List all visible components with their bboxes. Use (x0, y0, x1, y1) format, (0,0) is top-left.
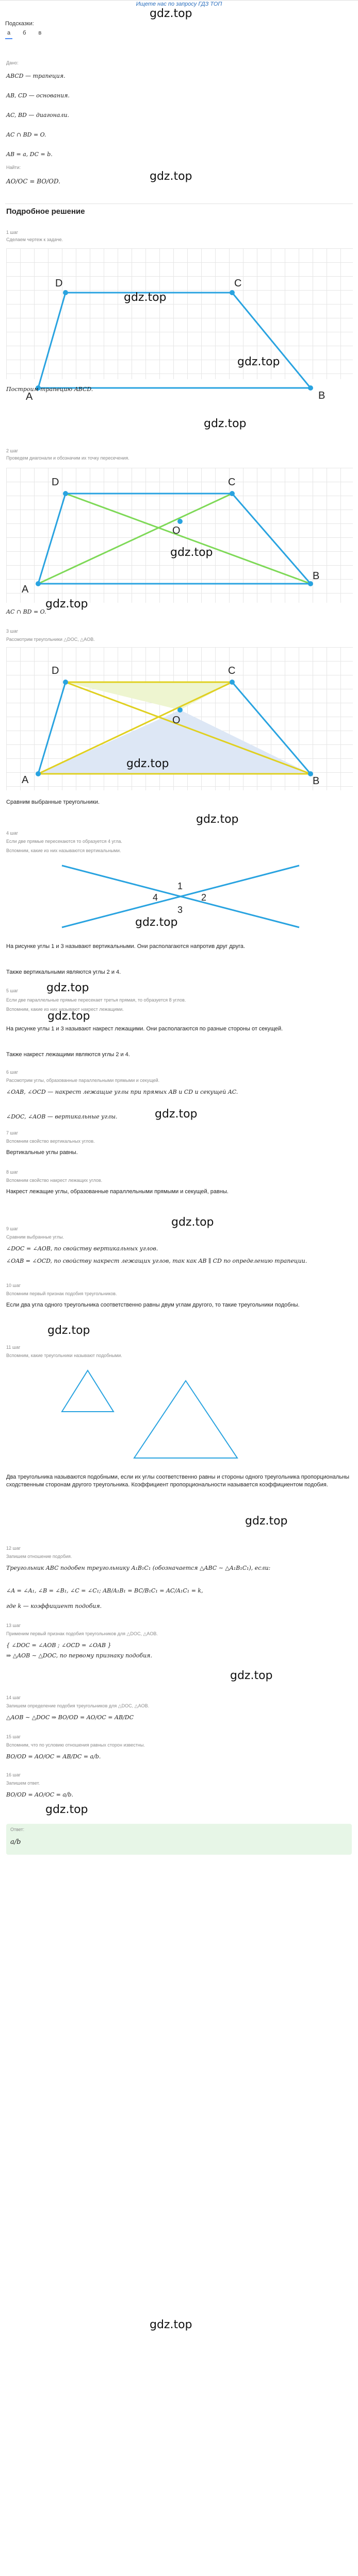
step-number: 3 шаг (6, 629, 19, 634)
answer-box (6, 1824, 352, 1855)
step-number: 11 шаг (6, 1345, 21, 1350)
label-a: A (22, 584, 29, 595)
watermark: gdz.top (230, 1669, 273, 1682)
step-hint: Вспомним первый признак подобия треугольников. (6, 1291, 117, 1296)
hint-tabs (5, 30, 43, 39)
step-hint: Рассмотрим углы, образованные параллельными прямыми и секущей. (6, 1078, 160, 1083)
label-c: C (228, 665, 236, 676)
watermark: gdz.top (237, 355, 280, 368)
angle-label-3: 3 (177, 905, 183, 915)
vertical-definition: На рисунке углы 1 и 3 называют вертикальными. Они располагаются напротив друг друга. (6, 943, 246, 950)
watermark: gdz.top (47, 1324, 90, 1337)
watermark: gdz.top (45, 1803, 88, 1816)
system-result: ⇒ △AOB ∼ △DOC, по первому признаку подобия. (6, 1652, 152, 1659)
step-hint: Вспомним, что по условию отношения равных сторон известны. (6, 1742, 145, 1748)
step-number: 2 шаг (6, 448, 19, 453)
hints-label: Подсказки: (5, 21, 34, 27)
point-c (230, 491, 235, 496)
watermark: gdz.top (204, 417, 247, 430)
label-d: D (52, 477, 59, 488)
point-d (63, 290, 68, 295)
given-line-2: AB, CD — основания. (6, 92, 70, 99)
step-hint: Вспомним свойство накрест лежащих углов. (6, 1178, 103, 1183)
answer-line: BO/OD = AO/OC = a/b. (6, 1791, 74, 1798)
watermark: gdz.top (171, 1216, 214, 1229)
step-number: 9 шаг (6, 1226, 19, 1231)
step-hint: Вспомним, какие из них называют накрест лежащими. (6, 1007, 124, 1012)
similarity-notation: Треугольник ABC подобен треугольнику A₁B₁C₁ (обозначается △ABC ∼ △A₁B₁C₁), если: (6, 1565, 271, 1571)
watermark: gdz.top (245, 1515, 288, 1528)
trapezoid-shape (38, 293, 311, 388)
label-o: O (172, 715, 181, 726)
label-b: B (313, 570, 320, 582)
vertical-also: Также вертикальными являются углы 2 и 4. (6, 969, 121, 975)
vertical-angles-drawing (52, 855, 310, 938)
label-d: D (55, 278, 63, 289)
step-hint: Вспомним, какие из них называются вертикальными. (6, 848, 121, 853)
answer-value: a/b (10, 1838, 21, 1846)
watermark: gdz.top (124, 291, 167, 304)
point-a (36, 581, 41, 586)
diagonals-drawing (6, 468, 353, 603)
similarity-coefficient: где k — коэффициент подобия. (6, 1603, 102, 1609)
angle-label-4: 4 (153, 892, 158, 903)
similar-triangles-drawing (52, 1360, 310, 1463)
watermark: gdz.top (170, 546, 213, 559)
point-b (308, 385, 313, 391)
step-number: 5 шаг (6, 988, 19, 993)
step-hint: Сделаем чертеж к задаче. (6, 237, 63, 242)
equality-1: ∠DOC = ∠AOB, по свойству вертикальных углов. (6, 1245, 158, 1252)
step-hint: Вспомним, какие треугольники называют подобными. (6, 1353, 122, 1358)
point-o (177, 707, 183, 713)
given-line-5: AB = a, DC = b. (6, 151, 53, 158)
given-line-3: AC, BD — диагонали. (6, 112, 70, 118)
watermark: gdz.top (196, 813, 239, 826)
top-border (0, 0, 358, 1)
step-number: 7 шаг (6, 1130, 19, 1136)
watermark: gdz.top (150, 7, 192, 20)
label-b: B (318, 390, 326, 401)
watermark: gdz.top (135, 916, 178, 929)
step-hint: Применим первый признак подобия треугольников для △DOC, △AOB. (6, 1631, 158, 1636)
label-d: D (52, 665, 59, 676)
step-hint: Запишем ответ. (6, 1781, 40, 1786)
step-number: 4 шаг (6, 831, 19, 836)
step-hint: Если две параллельные прямые пересекает третья прямая, то образуется 8 углов. (6, 997, 186, 1003)
tab-v[interactable]: в (38, 30, 42, 36)
step-hint: Проведем диагонали и обозначим их точку пересечения. (6, 455, 129, 461)
triangle-doc (66, 682, 232, 710)
angle-label-2: 2 (201, 892, 207, 903)
point-d (63, 680, 68, 685)
ratio-result: BO/OD = AO/OC = AB/DC = a/b. (6, 1753, 101, 1760)
step-hint: Рассмотрим треугольники △DOC, △AOB. (6, 637, 95, 642)
watermark: gdz.top (47, 1010, 90, 1023)
angle-system: { ∠DOC = ∠AOB ; ∠OCD = ∠OAB } (6, 1642, 111, 1649)
watermark: gdz.top (45, 598, 88, 611)
step-number: 16 шаг (6, 1772, 21, 1777)
find-label: Найти: (6, 165, 21, 170)
watermark: gdz.top (150, 170, 192, 183)
step-hint: Если две прямые пересекаются то образуется 4 угла. (6, 839, 122, 844)
step-number: 10 шаг (6, 1283, 21, 1288)
find-expr: AO/OC = BO/OD. (6, 178, 61, 185)
step-number: 1 шаг (6, 230, 19, 235)
cross-definition: На рисунке углы 1 и 3 называют накрест лежащими. Они располагаются по разные стороны от секущей. (6, 1026, 283, 1032)
ratio-line: △AOB ∼ △DOC ⇒ BO/OD = AO/OC = AB/DC (6, 1714, 134, 1721)
trapezoid-shape (38, 494, 311, 584)
equality-2: ∠OAB = ∠OCD, по свойству накрест лежащих углов, так как AB ∥ CD по определению трапеции. (6, 1258, 307, 1264)
similarity-definition: Два треугольника называются подобными, если их углы соответственно равны и стороны одного треугольника пропорциональны сходственным сторонам другого треугольника. Коэффициент пропорциональности называется коэффициентом подобия. (6, 1474, 350, 1488)
step-hint: Запишем отношение подобия. (6, 1554, 72, 1559)
tab-a[interactable]: a (5, 30, 12, 39)
watermark: gdz.top (155, 1108, 198, 1121)
given-label: Дано: (6, 60, 19, 65)
small-triangle (62, 1370, 113, 1412)
angle-label-1: 1 (177, 881, 183, 891)
top-promo-link[interactable]: Ищете нас по запросу ГДЗ ТОП (136, 1, 222, 7)
watermark: gdz.top (126, 757, 169, 770)
label-c: C (228, 477, 236, 488)
answer-title: Ответ: (10, 1827, 25, 1832)
label-o: O (172, 525, 181, 536)
point-b (308, 581, 313, 586)
point-a (36, 771, 41, 776)
solution-title: Подробное решение (6, 207, 85, 216)
angles-text-1: ∠OAB, ∠OCD — накрест лежащие углы при прямых AB и CD и секущей AC. (6, 1089, 238, 1095)
built-text: Построим трапецию ABCD. (6, 386, 93, 393)
step-hint: Вспомним свойство вертикальных углов. (6, 1139, 95, 1144)
point-c (230, 290, 235, 295)
step-number: 13 шаг (6, 1623, 21, 1628)
large-triangle (134, 1381, 237, 1458)
intersect-text: AC ∩ BD = O. (6, 608, 46, 615)
point-o (177, 519, 183, 524)
label-b: B (313, 775, 320, 787)
compare-text: Сравним выбранные треугольники. (6, 799, 100, 805)
triangles-drawing (6, 647, 353, 790)
point-d (63, 491, 68, 496)
point-c (230, 680, 235, 685)
label-a: A (22, 774, 29, 786)
given-line-1: ABCD — трапеция. (6, 73, 66, 79)
watermark: gdz.top (46, 981, 89, 994)
angles-text-2: ∠DOC, ∠AOB — вертикальные углы. (6, 1113, 118, 1120)
step-number: 8 шаг (6, 1170, 19, 1175)
step-number: 12 шаг (6, 1546, 21, 1551)
step-number: 15 шаг (6, 1734, 21, 1739)
cross-property: Накрест лежащие углы, образованные параллельными прямыми и секущей, равны. (6, 1189, 229, 1195)
diagonal-bd (66, 494, 311, 584)
step-number: 6 шаг (6, 1070, 19, 1075)
step-hint: Сравним выбранные углы. (6, 1234, 64, 1240)
vertical-property: Вертикальные углы равны. (6, 1149, 78, 1156)
step-number: 14 шаг (6, 1695, 21, 1700)
given-line-4: AC ∩ BD = O. (6, 131, 46, 138)
step-hint: Запишем определение подобия треугольников для △DOC, △AOB. (6, 1703, 150, 1708)
label-c: C (234, 278, 242, 289)
similarity-conditions: ∠A = ∠A₁, ∠B = ∠B₁, ∠C = ∠C₁; AB/A₁B₁ = BC/B₁C₁ = AC/A₁C₁ = k, (6, 1587, 203, 1594)
cross-also: Также накрест лежащими являются углы 2 и 4. (6, 1052, 130, 1058)
diagonal-ac (38, 494, 232, 584)
label-a: A (26, 391, 33, 402)
tab-b[interactable]: б (23, 30, 26, 36)
watermark: gdz.top (150, 2318, 192, 2331)
similarity-criterion: Если два угла одного треугольника соответственно равны двум углам другого, то такие треугольники подобны. (6, 1302, 300, 1308)
side-ad (38, 682, 66, 774)
